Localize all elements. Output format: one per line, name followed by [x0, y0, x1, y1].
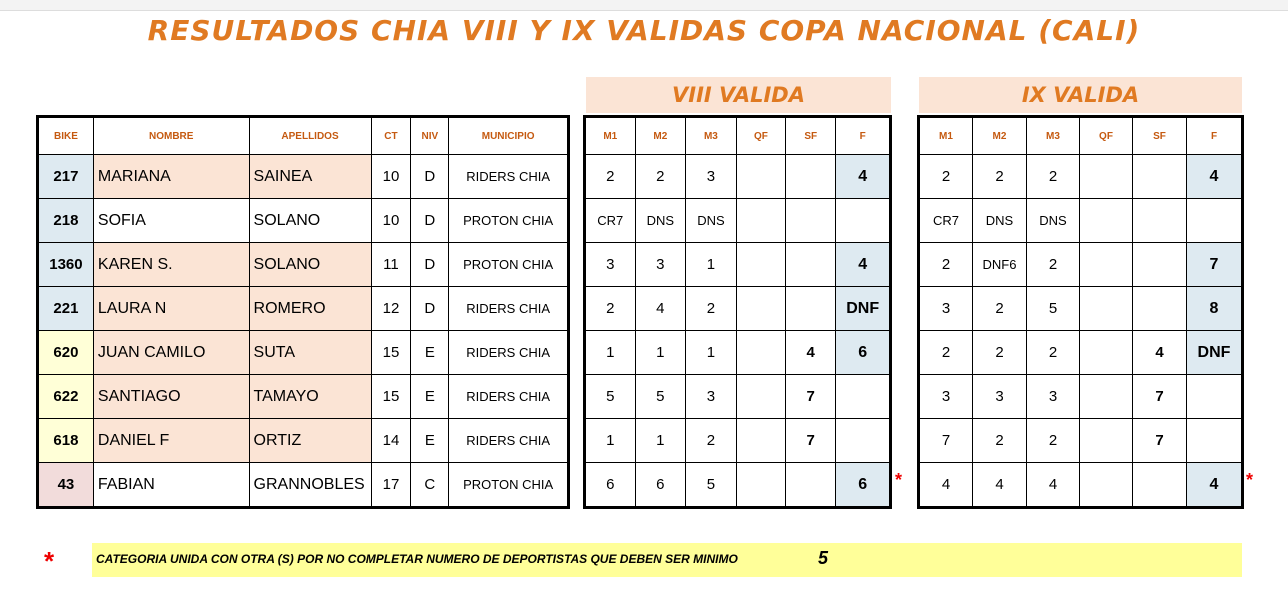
rider-row — [38, 463, 569, 508]
nombre-cell: DANIEL F — [93, 419, 249, 463]
ix-f-cell: 7 — [1187, 243, 1243, 287]
municipio-cell: PROTON CHIA — [449, 199, 569, 243]
niv-cell: E — [411, 375, 449, 419]
viii-header-f: F — [836, 117, 891, 155]
ix-m2-cell: 4 — [973, 463, 1027, 508]
viii-sf-cell: 4 — [786, 331, 836, 375]
ix-m1-cell: 4 — [919, 463, 973, 508]
viii-m2-cell: 1 — [635, 419, 686, 463]
nombre-cell: LAURA N — [93, 287, 249, 331]
ix-f-cell: 4 — [1187, 155, 1243, 199]
apellidos-cell: GRANNOBLES — [249, 463, 371, 508]
ix-sf-cell — [1133, 155, 1187, 199]
ct-cell: 14 — [371, 419, 411, 463]
rider-row — [38, 155, 569, 199]
viii-m3-cell: 1 — [686, 243, 737, 287]
viii-result-row — [585, 419, 891, 463]
ix-f-cell: 4 — [1187, 463, 1243, 508]
ix-sf-cell: 4 — [1133, 331, 1187, 375]
ix-result-row — [919, 463, 1243, 508]
ct-cell: 10 — [371, 155, 411, 199]
viii-m1-cell: 5 — [585, 375, 636, 419]
ix-sf-cell: 7 — [1133, 419, 1187, 463]
bike-number-cell: 622 — [38, 375, 94, 419]
viii-header-qf: QF — [736, 117, 785, 155]
niv-cell: D — [411, 287, 449, 331]
viii-m2-cell: 4 — [635, 287, 686, 331]
ix-sf-cell — [1133, 243, 1187, 287]
ix-m1-cell: 2 — [919, 331, 973, 375]
municipio-cell: RIDERS CHIA — [449, 287, 569, 331]
ix-m3-cell: 3 — [1027, 375, 1080, 419]
bike-number-cell: 43 — [38, 463, 94, 508]
rider-row — [38, 375, 569, 419]
niv-cell: D — [411, 243, 449, 287]
viii-m1-cell: 2 — [585, 287, 636, 331]
ix-header-qf: QF — [1080, 117, 1133, 155]
niv-cell: E — [411, 419, 449, 463]
nombre-cell: KAREN S. — [93, 243, 249, 287]
viii-m2-cell: 5 — [635, 375, 686, 419]
viii-m3-cell: 2 — [686, 287, 737, 331]
ct-cell: 15 — [371, 331, 411, 375]
viii-sf-cell: 7 — [786, 375, 836, 419]
legend-text: CATEGORIA UNIDA CON OTRA (S) POR NO COMPLETAR NUMERO DE DEPORTISTAS QUE DEBEN SER MINIMO — [96, 552, 738, 566]
ix-m2-cell: 2 — [973, 155, 1027, 199]
viii-sf-cell — [786, 243, 836, 287]
ix-f-cell — [1187, 419, 1243, 463]
viii-f-cell: 4 — [836, 243, 891, 287]
apellidos-cell: SUTA — [249, 331, 371, 375]
viii-m3-cell: 5 — [686, 463, 737, 508]
ix-m3-cell: 2 — [1027, 243, 1080, 287]
ct-cell: 17 — [371, 463, 411, 508]
bike-number-cell: 618 — [38, 419, 94, 463]
ix-m3-cell: 2 — [1027, 419, 1080, 463]
viii-m3-cell: DNS — [686, 199, 737, 243]
riders-table — [36, 115, 570, 509]
ix-f-cell — [1187, 199, 1243, 243]
municipio-cell: PROTON CHIA — [449, 463, 569, 508]
viii-m2-cell: 6 — [635, 463, 686, 508]
ix-qf-cell — [1080, 463, 1133, 508]
nombre-cell: SANTIAGO — [93, 375, 249, 419]
ix-m3-cell: 4 — [1027, 463, 1080, 508]
apellidos-cell: TAMAYO — [249, 375, 371, 419]
ix-m1-cell: CR7 — [919, 199, 973, 243]
ix-f-cell — [1187, 375, 1243, 419]
municipio-cell: RIDERS CHIA — [449, 155, 569, 199]
ix-m2-cell: 3 — [973, 375, 1027, 419]
niv-cell: E — [411, 331, 449, 375]
ix-sf-cell — [1133, 199, 1187, 243]
viii-m1-cell: 1 — [585, 331, 636, 375]
viii-m3-cell: 1 — [686, 331, 737, 375]
viii-result-row — [585, 155, 891, 199]
viii-qf-cell — [736, 199, 785, 243]
municipio-cell: RIDERS CHIA — [449, 375, 569, 419]
ct-cell: 11 — [371, 243, 411, 287]
bike-number-cell: 218 — [38, 199, 94, 243]
section-header-ix: IX VALIDA — [919, 77, 1242, 113]
ix-m1-cell: 2 — [919, 155, 973, 199]
ix-header-m3: M3 — [1027, 117, 1080, 155]
viii-header-sf: SF — [786, 117, 836, 155]
niv-cell: D — [411, 199, 449, 243]
legend-star: * — [44, 546, 55, 576]
ix-header-m2: M2 — [973, 117, 1027, 155]
ix-qf-cell — [1080, 199, 1133, 243]
viii-qf-cell — [736, 155, 785, 199]
viii-result-row — [585, 287, 891, 331]
viii-sf-cell — [786, 463, 836, 508]
bike-number-cell: 620 — [38, 331, 94, 375]
ix-qf-cell — [1080, 243, 1133, 287]
rider-row — [38, 199, 569, 243]
ix-qf-cell — [1080, 419, 1133, 463]
ix-m2-cell: DNF6 — [973, 243, 1027, 287]
viii-m2-cell: 3 — [635, 243, 686, 287]
viii-result-row — [585, 331, 891, 375]
ix-m3-cell: 2 — [1027, 331, 1080, 375]
ix-m2-cell: 2 — [973, 287, 1027, 331]
ix-m2-cell: 2 — [973, 419, 1027, 463]
viii-f-cell — [836, 419, 891, 463]
rider-row — [38, 331, 569, 375]
rider-header-apellidos: APELLIDOS — [249, 117, 371, 155]
ct-cell: 12 — [371, 287, 411, 331]
viii-qf-cell — [736, 419, 785, 463]
nombre-cell: FABIAN — [93, 463, 249, 508]
viii-f-cell — [836, 375, 891, 419]
apellidos-cell: SAINEA — [249, 155, 371, 199]
ix-m3-cell: 5 — [1027, 287, 1080, 331]
ix-result-row — [919, 243, 1243, 287]
ix-f-cell: DNF — [1187, 331, 1243, 375]
ix-result-row — [919, 375, 1243, 419]
apellidos-cell: SOLANO — [249, 243, 371, 287]
viii-header-m3: M3 — [686, 117, 737, 155]
apellidos-cell: ORTIZ — [249, 419, 371, 463]
ix-m2-cell: 2 — [973, 331, 1027, 375]
viii-result-row — [585, 243, 891, 287]
nombre-cell: SOFIA — [93, 199, 249, 243]
bike-number-cell: 221 — [38, 287, 94, 331]
ix-star-marker: * — [1246, 470, 1254, 490]
page-title: RESULTADOS CHIA VIII Y IX VALIDAS COPA NACIONAL (CALI) — [147, 14, 1141, 47]
viii-qf-cell — [736, 463, 785, 508]
viii-m2-cell: DNS — [635, 199, 686, 243]
viii-m2-cell: 2 — [635, 155, 686, 199]
apellidos-cell: SOLANO — [249, 199, 371, 243]
section-header-viii: VIII VALIDA — [586, 77, 891, 113]
ct-cell: 10 — [371, 199, 411, 243]
rider-header-bike: BIKE — [38, 117, 94, 155]
viii-header-m2: M2 — [635, 117, 686, 155]
ix-result-row — [919, 331, 1243, 375]
ix-result-row — [919, 419, 1243, 463]
ix-m3-cell: 2 — [1027, 155, 1080, 199]
municipio-cell: RIDERS CHIA — [449, 419, 569, 463]
viii-star-marker: * — [895, 470, 903, 490]
nombre-cell: JUAN CAMILO — [93, 331, 249, 375]
ix-qf-cell — [1080, 155, 1133, 199]
ix-qf-cell — [1080, 331, 1133, 375]
legend-number: 5 — [818, 548, 829, 568]
viii-m3-cell: 3 — [686, 375, 737, 419]
viii-f-cell: 6 — [836, 331, 891, 375]
rider-header-ct: CT — [371, 117, 411, 155]
ix-qf-cell — [1080, 375, 1133, 419]
ct-cell: 15 — [371, 375, 411, 419]
ix-f-cell: 8 — [1187, 287, 1243, 331]
viii-result-row — [585, 463, 891, 508]
viii-f-cell — [836, 199, 891, 243]
ix-m1-cell: 3 — [919, 375, 973, 419]
ix-qf-cell — [1080, 287, 1133, 331]
viii-sf-cell — [786, 155, 836, 199]
ix-results-table — [917, 115, 1244, 509]
viii-result-row — [585, 375, 891, 419]
ix-m1-cell: 2 — [919, 243, 973, 287]
viii-results-table — [583, 115, 892, 509]
ix-sf-cell — [1133, 287, 1187, 331]
municipio-cell: RIDERS CHIA — [449, 331, 569, 375]
viii-m2-cell: 1 — [635, 331, 686, 375]
viii-sf-cell: 7 — [786, 419, 836, 463]
rider-row — [38, 287, 569, 331]
viii-m1-cell: 3 — [585, 243, 636, 287]
viii-f-cell: DNF — [836, 287, 891, 331]
viii-header-m1: M1 — [585, 117, 636, 155]
viii-m1-cell: CR7 — [585, 199, 636, 243]
viii-f-cell: 4 — [836, 155, 891, 199]
niv-cell: D — [411, 155, 449, 199]
ix-m1-cell: 7 — [919, 419, 973, 463]
top-strip — [0, 0, 1288, 11]
viii-qf-cell — [736, 287, 785, 331]
ix-sf-cell: 7 — [1133, 375, 1187, 419]
viii-sf-cell — [786, 199, 836, 243]
apellidos-cell: ROMERO — [249, 287, 371, 331]
nombre-cell: MARIANA — [93, 155, 249, 199]
ix-m2-cell: DNS — [973, 199, 1027, 243]
viii-f-cell: 6 — [836, 463, 891, 508]
ix-result-row — [919, 155, 1243, 199]
viii-qf-cell — [736, 375, 785, 419]
municipio-cell: PROTON CHIA — [449, 243, 569, 287]
ix-result-row — [919, 199, 1243, 243]
niv-cell: C — [411, 463, 449, 508]
ix-m1-cell: 3 — [919, 287, 973, 331]
viii-m1-cell: 6 — [585, 463, 636, 508]
ix-header-m1: M1 — [919, 117, 973, 155]
viii-qf-cell — [736, 331, 785, 375]
ix-header-sf: SF — [1133, 117, 1187, 155]
ix-result-row — [919, 287, 1243, 331]
viii-m3-cell: 3 — [686, 155, 737, 199]
viii-sf-cell — [786, 287, 836, 331]
bike-number-cell: 1360 — [38, 243, 94, 287]
viii-m3-cell: 2 — [686, 419, 737, 463]
ix-header-f: F — [1187, 117, 1243, 155]
viii-m1-cell: 1 — [585, 419, 636, 463]
ix-sf-cell — [1133, 463, 1187, 508]
ix-m3-cell: DNS — [1027, 199, 1080, 243]
rider-row — [38, 243, 569, 287]
rider-header-municipio: MUNICIPIO — [449, 117, 569, 155]
viii-m1-cell: 2 — [585, 155, 636, 199]
bike-number-cell: 217 — [38, 155, 94, 199]
rider-row — [38, 419, 569, 463]
rider-header-niv: NIV — [411, 117, 449, 155]
viii-result-row — [585, 199, 891, 243]
viii-qf-cell — [736, 243, 785, 287]
rider-header-nombre: NOMBRE — [93, 117, 249, 155]
